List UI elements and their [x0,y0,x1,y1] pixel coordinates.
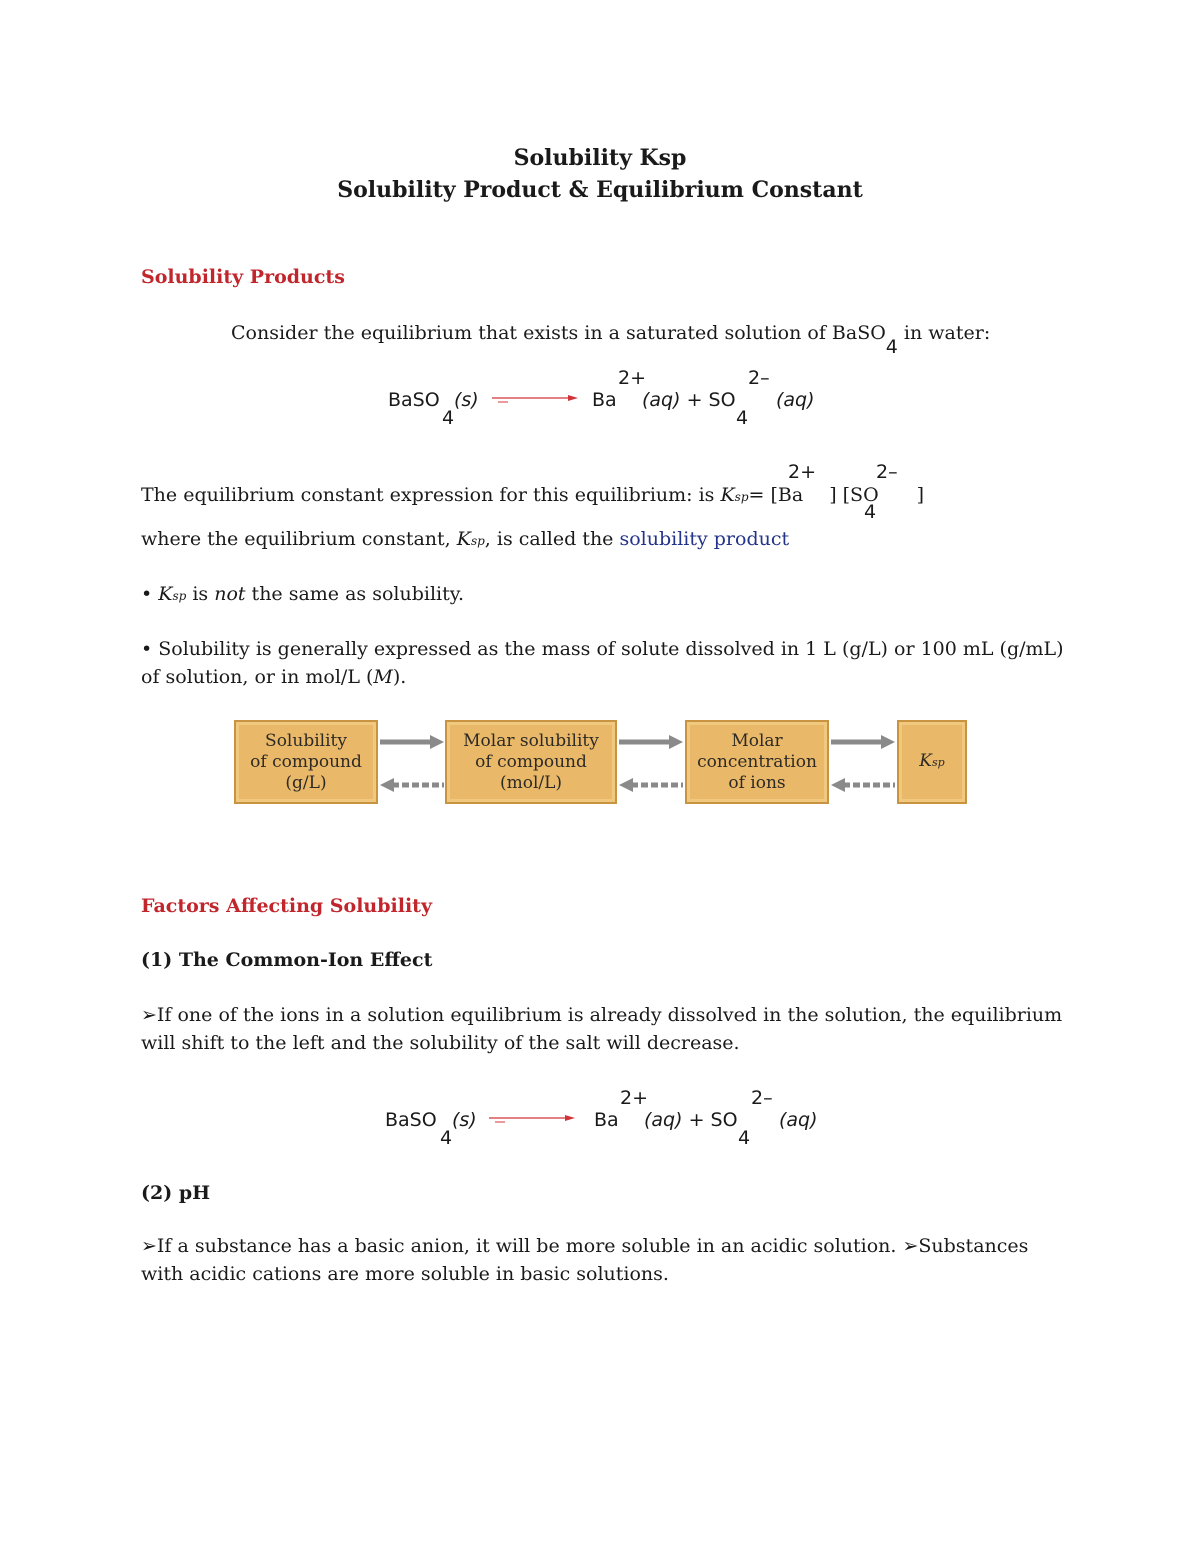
bullet1-is: is [186,583,215,605]
bullet2-line2-pre: of solution, or in mol/L ( [141,666,374,688]
bullet1-pre: • [141,583,159,605]
box2-line3: (mol/L) [499,772,563,793]
eq2-arrow-icon [487,1114,582,1126]
page-title: Solubility Ksp [513,145,687,171]
where-mid: , is called the [484,528,620,550]
eq1-reactant: BaSO [388,389,440,411]
box-molar-concentration [685,720,829,804]
bullet-solubility-units [141,635,1064,691]
box2-line1: Molar solubility [463,730,599,751]
eq2-product1-state: (aq) + SO [644,1109,738,1131]
eq2-product2-sub: 4 [738,1127,751,1149]
eq2-product1-sup: 2+ [620,1087,649,1109]
bullet1-k: K [158,583,173,605]
eq1-product2-sup: 2– [748,367,770,389]
box4-k-sub: sp [932,756,945,769]
para1-line1: ➢If one of the ions in a solution equilibrium is already dissolved in the solution, the equilibrium [141,1004,1063,1026]
consider-sub: 4 [885,336,898,358]
expr-sup2: 2– [876,461,898,483]
expr-sup1: 2+ [788,461,817,483]
bullet2-line2-end: ). [392,666,407,688]
eq1-product2-state: (aq) [776,389,815,411]
where-k: K [456,528,471,550]
expr-k-sub: sp [734,490,749,504]
eq1-product2-sub: 4 [736,407,749,429]
eq2-reactant-sub: 4 [440,1127,453,1149]
section-heading-factors: Factors Affecting Solubility [141,895,432,917]
expr-sub4: 4 [864,501,877,523]
eq2-product1: Ba [594,1109,619,1131]
eq2-reactant-state: (s) [452,1109,477,1131]
eq1-arrow-icon [490,394,585,406]
solubility-product-link[interactable]: solubility product [619,528,790,550]
solubility-flow-diagram [234,719,967,807]
arrow-pair-2-icon [617,719,685,807]
box1-line3: (g/L) [285,772,327,793]
box-molar-solubility [445,720,617,804]
eq1-reactant-state: (s) [454,389,479,411]
section-heading-solubility-products: Solubility Products [141,266,345,288]
consider-line [231,319,991,358]
eq2-product2-sup: 2– [751,1087,773,1109]
common-ion-paragraph [141,1001,1062,1057]
arrow-pair-3-icon [829,719,897,807]
ph-paragraph [141,1232,1028,1288]
eq1-product1-sup: 2+ [618,367,647,389]
expr-text: The equilibrium constant expression for this equilibrium: is [141,484,721,506]
expr-eq: = [Ba [748,484,804,506]
para1-line2: will shift to the left and the solubility of the salt will decrease. [141,1032,740,1054]
expr-end: ] [916,484,925,506]
eq2-product2-state: (aq) [779,1109,818,1131]
para2-line2: with acidic cations are more soluble in basic solutions. [141,1263,669,1285]
box3-line3: of ions [728,772,786,793]
subheading-ph: (2) pH [141,1182,211,1204]
page-subtitle: Solubility Product & Equilibrium Constant [337,177,863,203]
consider-text: Consider the equilibrium that exists in a saturated solution of BaSO [231,322,886,344]
para2-line1: ➢If a substance has a basic anion, it will be more soluble in an acidic solution. ➢Substances [141,1235,1029,1257]
eq2-reactant: BaSO [385,1109,437,1131]
bullet2-line2 [141,663,1064,691]
expr-mid: ] [SO [829,484,879,506]
bullet2-M: M [373,666,393,688]
box-ksp [897,720,967,804]
bullet1-k-sub: sp [172,589,187,603]
expr-k: K [720,484,735,506]
bullet1-end: the same as solubility. [245,583,464,605]
box4-k: K [919,751,932,771]
box-solubility-compound [234,720,378,804]
bullet2-line1: • Solubility is generally expressed as the mass of solute dissolved in 1 L (g/L) or 100 mL (g/mL) [141,638,1064,660]
where-line [141,525,789,555]
box1-line1: Solubility [265,730,347,751]
box2-line2: of compound [475,751,587,772]
subheading-common-ion: (1) The Common-Ion Effect [141,949,433,971]
where-k-sub: sp [470,534,485,548]
bullet-ksp-not-solubility [141,580,464,610]
consider-end: in water: [897,322,991,344]
where-text: where the equilibrium constant, [141,528,457,550]
eq1-product1: Ba [592,389,617,411]
eq1-product1-state: (aq) + SO [642,389,736,411]
expr-text-row [141,481,924,511]
box3-line2: concentration [697,751,817,772]
arrow-pair-1-icon [378,719,446,807]
box3-line1: Molar [731,730,783,751]
eq1-reactant-sub: 4 [442,407,455,429]
box1-line2: of compound [250,751,362,772]
bullet1-not: not [214,583,246,605]
